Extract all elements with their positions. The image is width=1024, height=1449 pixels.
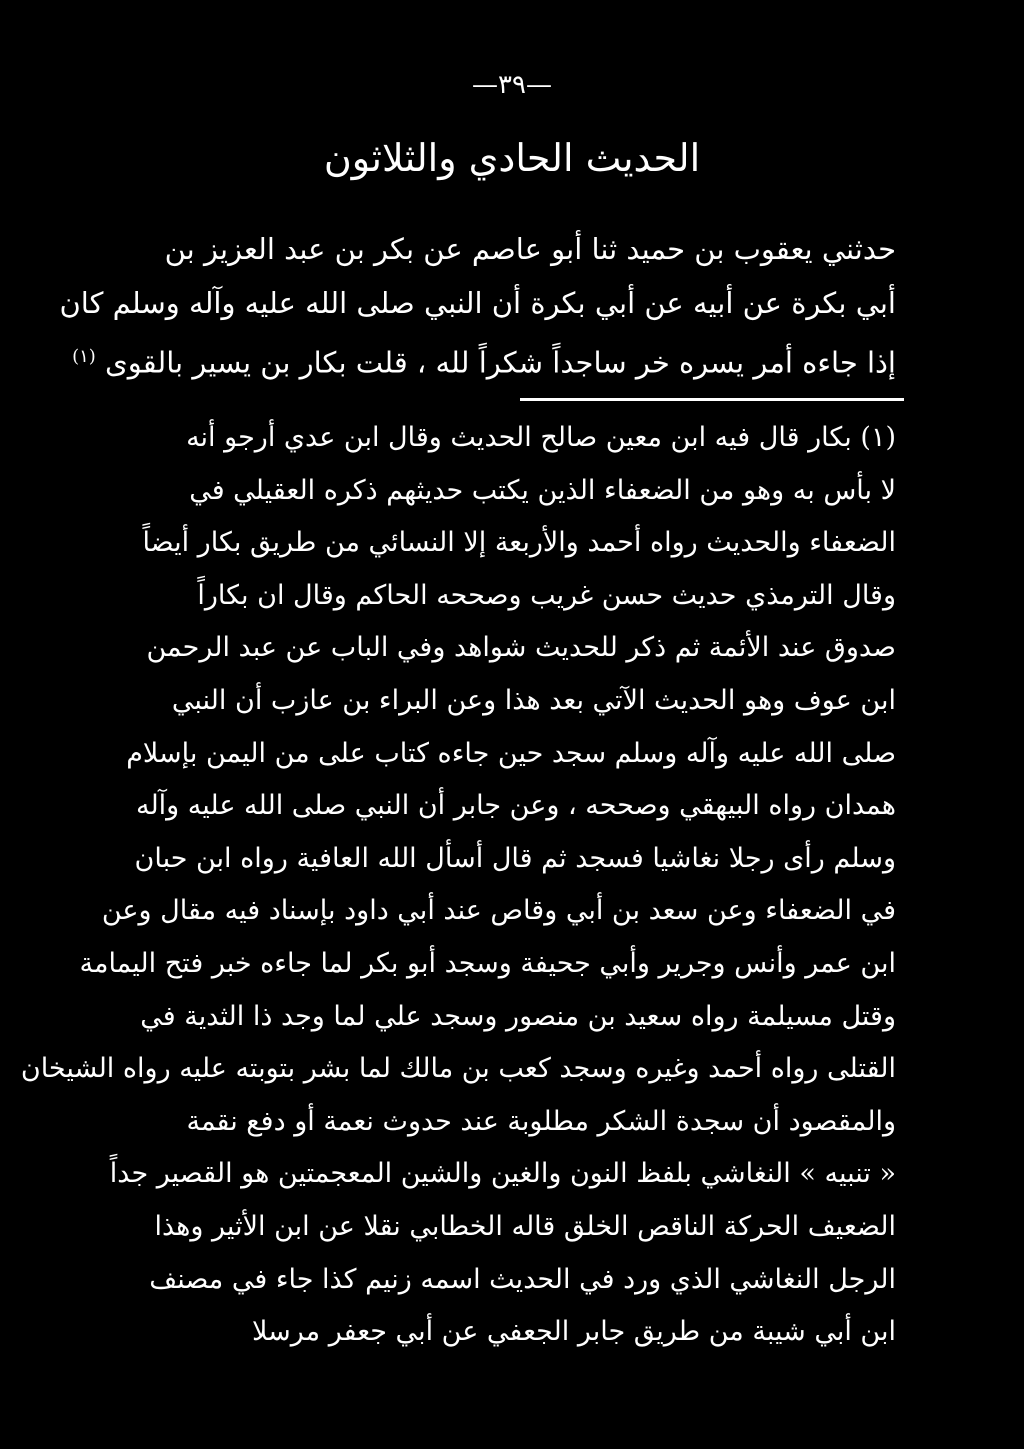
main-text-line-content: إذا جاءه أمر يسره خر ساجداً شكراً لله ، قلت بكار بن يسير بالقوى — [105, 345, 896, 380]
footnote-line: (١) بكار قال فيه ابن معين صالح الحديث وقال ابن عدي أرجو أنه — [186, 422, 896, 453]
main-text-line — [72, 330, 896, 384]
footnote-line: وقتل مسيلمة رواه سعيد بن منصور وسجد علي لما وجد ذا الثدية في — [140, 1000, 896, 1032]
footnote-line: والمقصود أن سجدة الشكر مطلوبة عند حدوث نعمة أو دفع نقمة — [186, 1105, 896, 1137]
footnote-line: ابن عمر وأنس وجرير وأبي جحيفة وسجد أبو بكر لما جاءه خبر فتح اليمامة — [79, 947, 896, 979]
footnote-marker: (١) — [72, 346, 96, 367]
main-text-line: حدثني يعقوب بن حميد ثنا أبو عاصم عن بكر بن عبد العزيز بن — [164, 232, 896, 266]
footnote-line: همدان رواه البيهقي وصححه ، وعن جابر أن النبي صلى الله عليه وآله — [135, 790, 896, 822]
footnote-line: ابن أبي شيبة من طريق جابر الجعفي عن أبي جعفر مرسلا — [252, 1316, 896, 1348]
footnote-line: الرجل النغاشي الذي ورد في الحديث اسمه زنيم كذا جاء في مصنف — [149, 1263, 896, 1295]
footnote-line: الضعيف الحركة الناقص الخلق قاله الخطابي نقلا عن ابن الأثير وهذا — [154, 1210, 896, 1242]
page-number: —٣٩— — [472, 70, 552, 100]
footnote-line: لا بأس به وهو من الضعفاء الذين يكتب حديثهم ذكره العقيلي في — [189, 474, 896, 506]
footnote — [20, 412, 896, 1359]
footnote-line: « تنبيه » النغاشي بلفظ النون والغين والشين المعجمتين هو القصير جداً — [109, 1158, 896, 1190]
footnote-line: في الضعفاء وعن سعد بن أبي وقاص عند أبي داود بإسناد فيه مقال وعن — [101, 895, 896, 927]
footnote-line: القتلى رواه أحمد وغيره وسجد كعب بن مالك لما بشر بتوبته عليه رواه الشيخان — [20, 1053, 896, 1085]
footnote-line: صلى الله عليه وآله وسلم سجد حين جاءه كتاب على من اليمن بإسلام — [126, 737, 896, 769]
footnote-separator — [520, 398, 904, 401]
footnote-line: ابن عوف وهو الحديث الآتي بعد هذا وعن البراء بن عازب أن النبي — [171, 684, 896, 716]
footnote-line: صدوق عند الأئمة ثم ذكر للحديث شواهد وفي الباب عن عبد الرحمن — [146, 632, 896, 664]
footnote-line: وسلم رأى رجلا نغاشيا فسجد ثم قال أسأل الله العافية رواه ابن حبان — [134, 842, 896, 874]
main-text-line: أبي بكرة عن أبيه عن أبي بكرة أن النبي صلى الله عليه وآله وسلم كان — [59, 286, 896, 320]
main-text — [59, 222, 896, 384]
footnote-line: وقال الترمذي حديث حسن غريب وصححه الحاكم وقال ان بكاراً — [197, 579, 896, 611]
chapter-title: الحديث الحادي والثلاثون — [323, 136, 701, 180]
footnote-line: الضعفاء والحديث رواه أحمد والأربعة إلا النسائي من طريق بكار أيضاً — [142, 527, 896, 559]
